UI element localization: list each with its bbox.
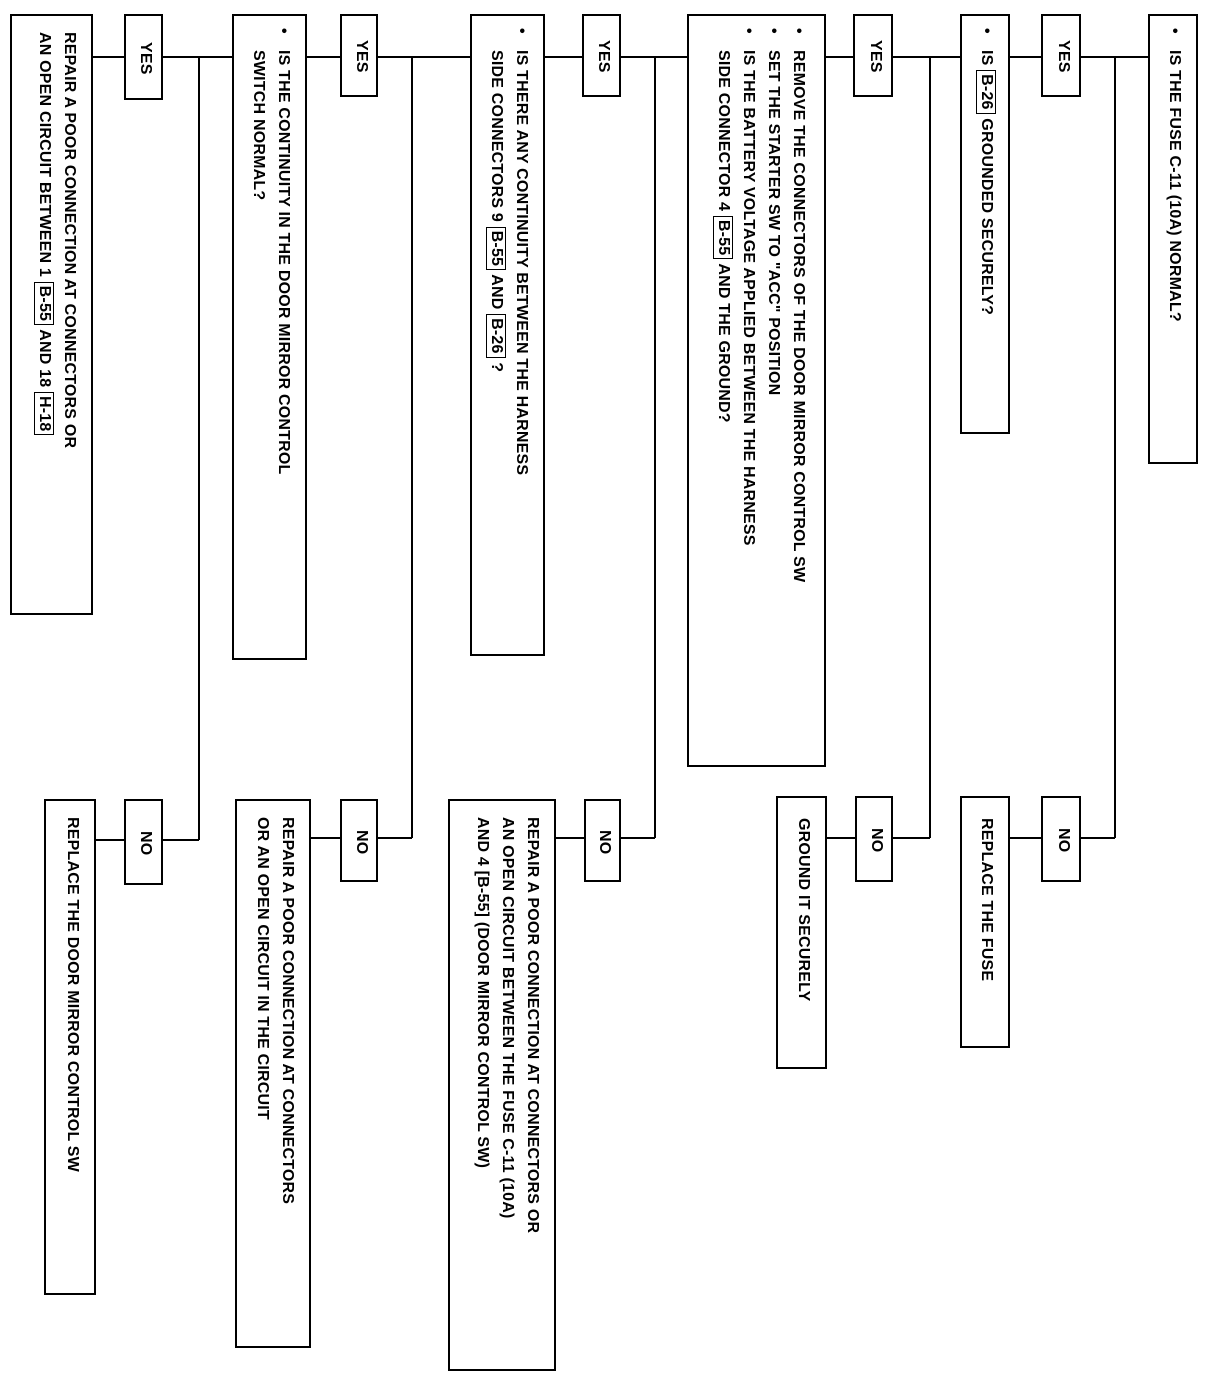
no-label-harness: NO: [340, 799, 378, 882]
outcome-ground-box: [776, 796, 827, 1069]
bullet: •: [765, 28, 782, 34]
bullet: •: [790, 28, 807, 34]
no-label-voltage: NO: [584, 799, 621, 882]
bullet: •: [978, 28, 995, 34]
bullet: •: [275, 28, 292, 34]
step-switch-continuity-box: [232, 14, 307, 660]
step-ground-text: [974, 28, 999, 315]
no-label-switch: NO: [124, 799, 163, 885]
no-label-fuse: NO: [1041, 796, 1081, 882]
step-harness-continuity-text: [484, 28, 534, 475]
step-ground-box: [960, 14, 1010, 434]
step-fuse-box: [1148, 14, 1198, 464]
outcome-ground-text: GROUND IT SECURELY: [795, 818, 812, 1002]
step-fuse-text: [1162, 28, 1187, 322]
step-voltage-line-1: •REMOVE THE CONNECTORS OF THE DOOR MIRROR CONTROL SW: [786, 28, 811, 582]
bullet: •: [1166, 28, 1183, 34]
connector-ref-b55: B-55: [713, 216, 733, 259]
step-harness-line-2: SIDE CONNECTORS 9 B-55 AND B-26 ?: [488, 50, 505, 373]
bullet: •: [513, 28, 530, 34]
outcome-replace-switch-box: [44, 799, 96, 1295]
step-voltage-box: [687, 14, 826, 767]
yes-label-switch: YES: [124, 14, 163, 100]
step-voltage-line-4: SIDE CONNECTOR 4 B-55 AND THE GROUND?: [715, 50, 732, 423]
step-harness-continuity-box: [470, 14, 545, 656]
connector-ref-b55: B-55: [34, 282, 54, 325]
outcome-repair-fuse-text: REPAIR A POOR CONNECTION AT CONNECTORS OR AN OPEN CIRCUIT BETWEEN THE FUSE C-11 (10A) AND 4 [B-55] (DOOR MIRROR CONTROL SW): [474, 817, 541, 1234]
outcome-repair-fuse-box: [448, 799, 556, 1371]
yes-label-harness: YES: [340, 14, 378, 97]
step-voltage-line-3: •IS THE BATTERY VOLTAGE APPLIED BETWEEN THE HARNESS: [736, 28, 761, 582]
step-final-repair-box: [10, 14, 93, 615]
step-voltage-text: [711, 28, 811, 582]
step-switch-continuity-text: [246, 28, 296, 475]
connector-ref-b55: B-55: [486, 227, 506, 270]
step-voltage-line-2: •SET THE STARTER SW TO "ACC" POSITION: [761, 28, 786, 582]
connector-ref-h18: H-18: [34, 392, 54, 435]
step-final-line-2: AN OPEN CIRCUIT BETWEEN 1 B-55 AND 18 H-18: [32, 32, 57, 448]
step-switch-line-2: SWITCH NORMAL?: [250, 50, 267, 201]
connector-ref-b26: B-26: [976, 70, 996, 113]
step-harness-line-1: •IS THERE ANY CONTINUITY BETWEEN THE HARNESS: [509, 28, 534, 475]
outcome-repair-circuit-text: REPAIR A POOR CONNECTION AT CONNECTORS OR AN OPEN CIRCUIT IN THE CIRCUIT: [254, 817, 296, 1205]
outcome-replace-switch-text: REPLACE THE DOOR MIRROR CONTROL SW: [64, 817, 81, 1172]
step-ground-line: •IS B-26 GROUNDED SECURELY?: [974, 28, 999, 315]
step-final-line-1: REPAIR A POOR CONNECTION AT CONNECTORS OR: [61, 32, 78, 449]
outcome-replace-fuse-text: REPLACE THE FUSE: [978, 818, 995, 982]
bullet: •: [740, 28, 757, 34]
step-fuse-line: •IS THE FUSE C-11 (10A) NORMAL?: [1162, 28, 1187, 322]
outcome-replace-fuse-box: [960, 796, 1010, 1048]
yes-label-ground: YES: [853, 14, 893, 97]
yes-label-fuse: YES: [1041, 14, 1081, 97]
outcome-repair-circuit-box: [235, 799, 311, 1348]
step-switch-line-1: •IS THE CONTINUITY IN THE DOOR MIRROR CONTROL: [271, 28, 296, 475]
no-label-ground: NO: [855, 796, 893, 882]
connector-ref-b26: B-26: [486, 314, 506, 357]
yes-label-voltage: YES: [582, 14, 621, 97]
step-final-repair-text: [32, 32, 82, 448]
